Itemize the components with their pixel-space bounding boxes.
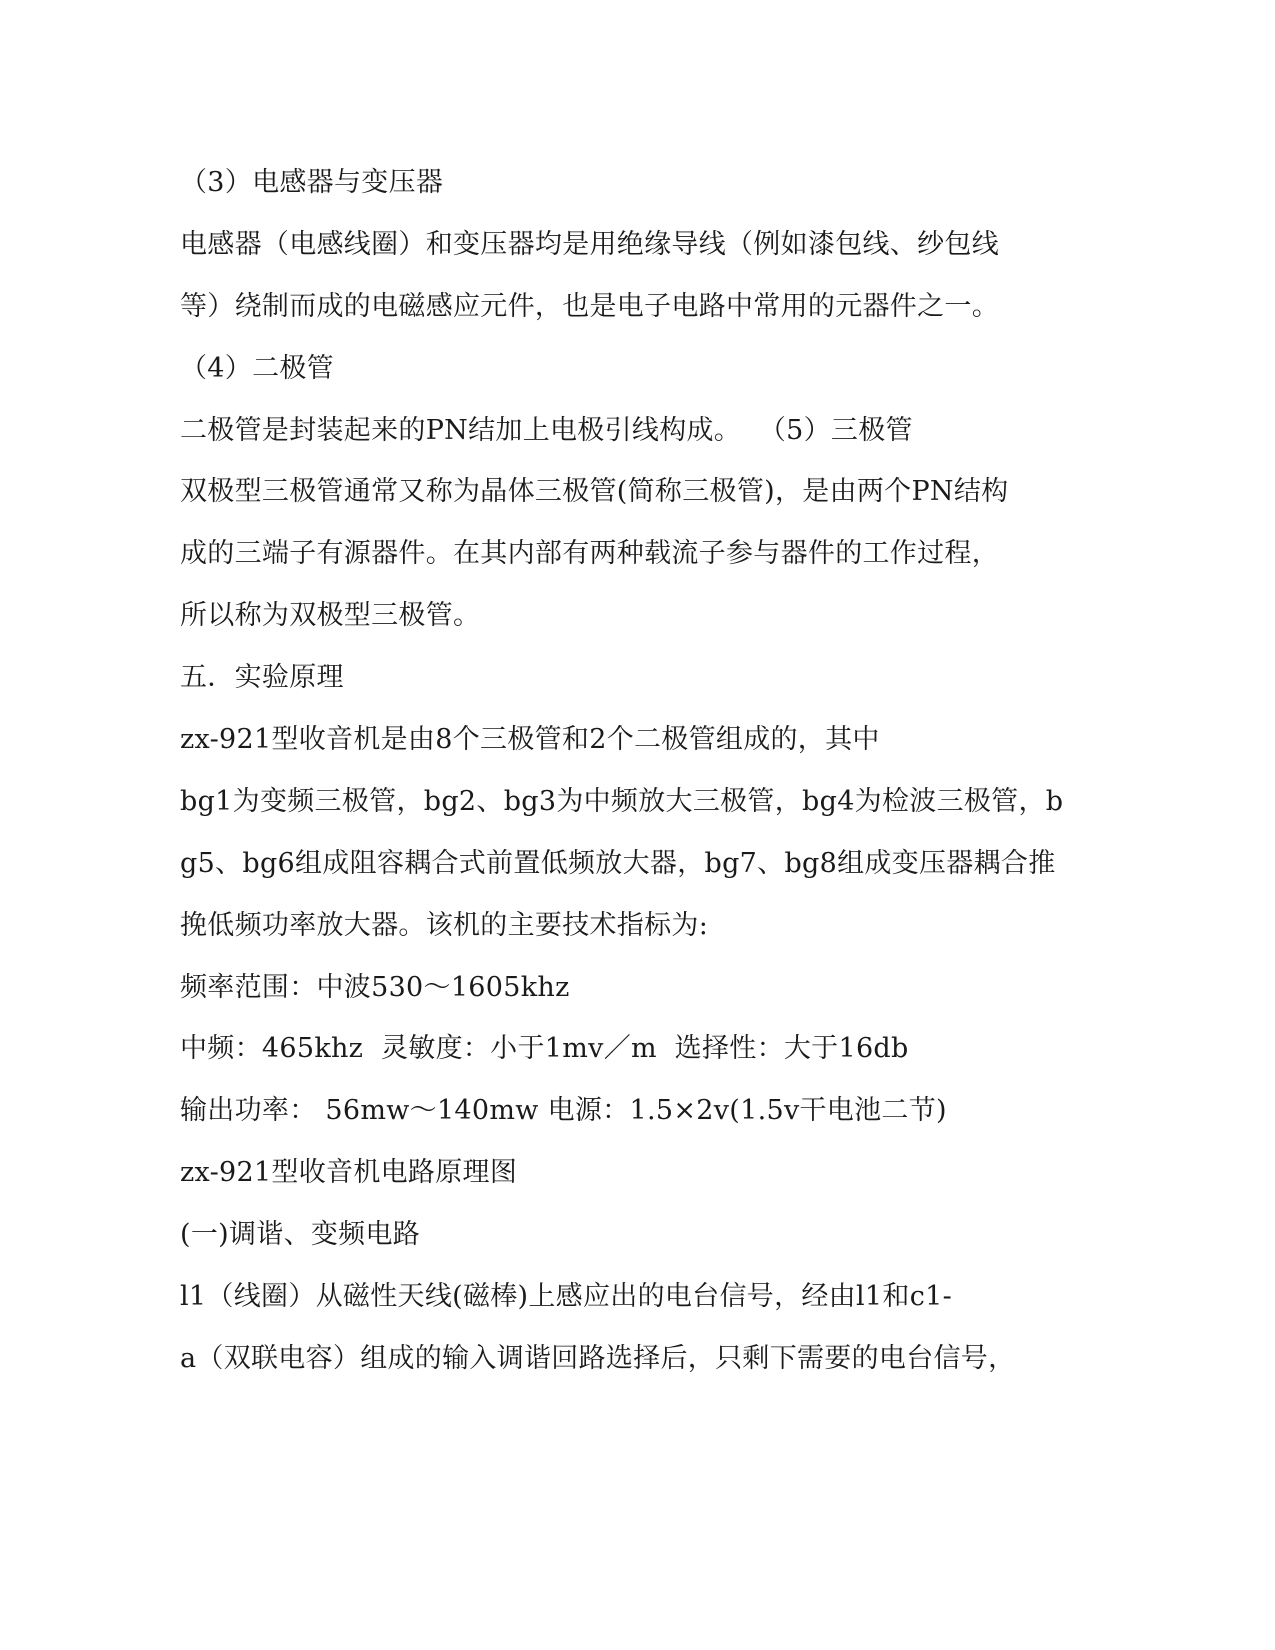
paragraph-line: l1（线圈）从磁性天线(磁棒)上感应出的电台信号，经由l1和c1- bbox=[180, 1281, 953, 1313]
spec-if-sensitivity-selectivity: 中频：465khz 灵敏度：小于1mv／m 选择性：大于16db bbox=[180, 1033, 909, 1065]
paragraph-line: 成的三端子有源器件。在其内部有两种载流子参与器件的工作过程， bbox=[180, 538, 999, 570]
paragraph-line: 挽低频功率放大器。该机的主要技术指标为: bbox=[180, 909, 709, 941]
paragraph-line: 电感器（电感线圈）和变压器均是用绝缘导线（例如漆包线、纱包线 bbox=[180, 228, 999, 260]
section-heading-diode: （4）二极管 bbox=[180, 352, 334, 384]
paragraph-line: bg1为变频三极管，bg2、bg3为中频放大三极管，bg4为检波三极管，b bbox=[180, 785, 1064, 817]
paragraph-line: a（双联电容）组成的输入调谐回路选择后，只剩下需要的电台信号， bbox=[180, 1342, 1016, 1374]
circuit-diagram-caption: zx-921型收音机电路原理图 bbox=[180, 1157, 518, 1189]
paragraph-line: zx-921型收音机是由8个三极管和2个二极管组成的，其中 bbox=[180, 724, 880, 756]
paragraph-line: g5、bg6组成阻容耦合式前置低频放大器，bg7、bg8组成变压器耦合推 bbox=[180, 847, 1056, 879]
document-body bbox=[180, 163, 1064, 1401]
paragraph-line: 所以称为双极型三极管。 bbox=[180, 600, 481, 632]
section-heading-inductor-transformer: （3）电感器与变压器 bbox=[180, 167, 444, 198]
section-heading-experiment-principle: 五．实验原理 bbox=[180, 662, 344, 694]
paragraph-line: 双极型三极管通常又称为晶体三极管(简称三极管)，是由两个PN结构 bbox=[180, 476, 1009, 508]
paragraph-line: 二极管是封装起来的PN结加上电极引线构成。 （5）三极管 bbox=[180, 414, 913, 446]
spec-output-power-supply: 输出功率： 56mw～140mw 电源：1.5×2v(1.5v干电池二节) bbox=[180, 1095, 947, 1127]
section-heading-tuning-conversion: (一)调谐、变频电路 bbox=[180, 1219, 421, 1251]
paragraph-line: 等）绕制而成的电磁感应元件，也是电子电路中常用的元器件之一。 bbox=[180, 290, 999, 322]
spec-frequency-range: 频率范围：中波530～1605khz bbox=[180, 971, 570, 1003]
